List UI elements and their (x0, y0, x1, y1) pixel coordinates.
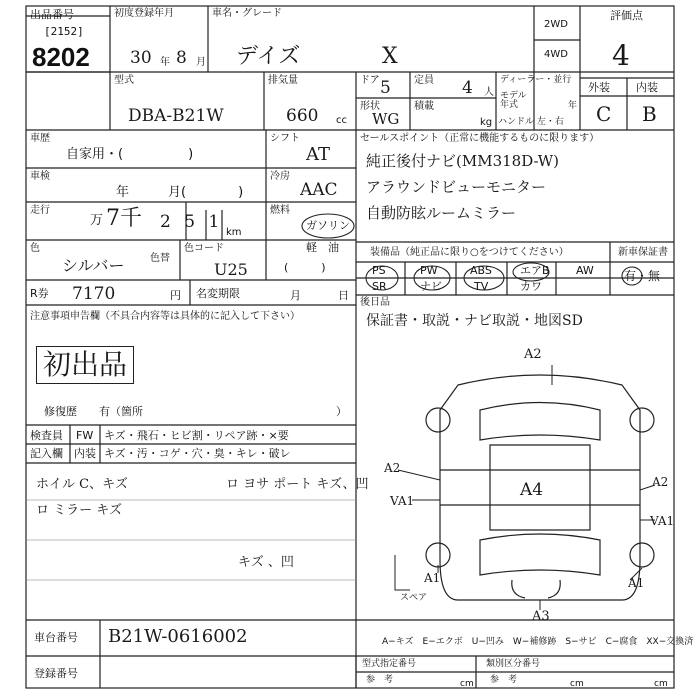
int-label: 内装 (74, 447, 96, 460)
lot-number: 8202 (32, 42, 90, 72)
year-unit: 年 (160, 57, 170, 68)
equip-navi: ナビ (420, 280, 442, 293)
diag-va1-right: VA1 (650, 514, 675, 528)
cm-unit-2: cm (570, 679, 584, 689)
equipment-title: 装備品（純正品に限り○をつけてください） (370, 247, 569, 258)
model-cert-label: 型式指定番号 (362, 659, 417, 669)
warranty-choice: 有・無 (624, 269, 661, 283)
displacement-value: 660 (286, 106, 319, 126)
diag-a2-left: A2 (384, 461, 401, 475)
inspection-label: 車検 (30, 171, 50, 182)
registration-label: 登録番号 (34, 667, 78, 680)
first-reg-month: 8 (176, 48, 187, 68)
deadline-day: 日 (338, 289, 349, 302)
month-unit: 月 (196, 57, 206, 68)
notes-title: 注意事項申告欄（不具合内容等は具体的に記入して下さい） (30, 311, 300, 322)
cm-unit-1: cm (460, 679, 474, 689)
fuel-light-oil: 軽 油 (306, 241, 339, 254)
mileage-man: 万 (90, 213, 104, 228)
fuel-gasoline: ガソリン (306, 219, 350, 232)
kg-unit: kg (480, 117, 493, 128)
diag-a1-left: A1 (424, 571, 441, 585)
exterior-grade: C (596, 102, 612, 126)
shape-label: 形状 (360, 101, 380, 112)
tax-label: R券 (30, 287, 49, 300)
color-label: 色 (30, 243, 40, 254)
change-deadline-label: 名変期限 (196, 287, 240, 300)
handle-label: ハンドル 左・右 (498, 117, 564, 127)
damage-legend: A−キズ E−エクボ U−凹み W−補修跡 S−サビ C−腐食 XX−交換済 (382, 637, 694, 647)
diag-a2-top: A2 (524, 347, 542, 362)
equip-ps: PS (372, 264, 386, 277)
color-value: シルバー (62, 256, 125, 275)
load-label: 積載 (414, 101, 434, 112)
car-name: デイズ (236, 44, 301, 69)
mileage-value: 7千 (106, 206, 142, 231)
diag-a4-roof: A4 (520, 480, 544, 500)
cc-unit: cc (336, 115, 347, 126)
shape-value: WG (372, 110, 400, 128)
aftermarket-label: 後日品 (360, 297, 390, 308)
sales-point-line3: 自動防眩ルームミラー (366, 204, 517, 222)
diag-a1-right: A1 (628, 576, 645, 590)
class-label: 類別区分番号 (486, 659, 541, 669)
drive-4wd: 4WD (544, 49, 568, 60)
remark-4: キズ 、凹 (238, 555, 294, 570)
color-code-value: U25 (214, 260, 248, 279)
inspector-label-1: 検査員 (30, 429, 63, 442)
shift-label: シフト (270, 133, 300, 144)
model-label: 型式 (114, 75, 134, 86)
interior-grade: B (642, 102, 657, 126)
diag-a3-rear: A3 (532, 609, 550, 624)
capacity-value: 4 (462, 78, 473, 98)
equip-leather: カワ (520, 280, 542, 293)
km-unit: km (226, 227, 242, 238)
ac-label: 冷房 (270, 171, 290, 182)
repair-close: ） (336, 405, 347, 418)
score-value: 4 (612, 39, 630, 72)
repair-label: 修復歴 有（箇所 (44, 405, 143, 418)
sales-point-line1: 純正後付ナビ(MM318D-W) (366, 152, 560, 170)
lot-label: 出品番号 (30, 8, 74, 21)
ac-value: AAC (300, 180, 338, 200)
sales-point-line2: アラウンドビューモニター (366, 178, 547, 196)
fw-label: FW (76, 429, 94, 442)
color-swap-label: 色替 (150, 253, 170, 264)
fuel-paren: ( ) (284, 261, 326, 274)
doors-value: 5 (380, 78, 391, 98)
ref-label-2: 参 考 (490, 675, 518, 685)
equip-tv: TV (474, 280, 489, 293)
fw-text: キズ・飛石・ヒビ割・リペア跡・×要 (104, 429, 289, 442)
ref-label-1: 参 考 (366, 675, 394, 685)
mileage-label: 走行 (30, 205, 50, 216)
chassis-label: 車台番号 (34, 631, 78, 644)
equip-airbag: エアB (520, 264, 550, 277)
dealer-label: ディーラー・並行 (500, 75, 572, 85)
equip-pw: PW (420, 264, 438, 277)
remark-2: ロ ミラー キズ (36, 503, 123, 518)
remark-3: ロ ヨサ ポート キズ、凹 (226, 477, 369, 492)
exterior-label: 外装 (588, 81, 610, 94)
aftermarket-value: 保証書・取説・ナビ取説・地図SD (366, 313, 583, 329)
doors-label: ドア (360, 75, 380, 86)
equip-aw: AW (576, 264, 594, 277)
shift-value: AT (306, 144, 331, 165)
score-label: 評価点 (610, 9, 643, 22)
diag-a2-right: A2 (652, 475, 669, 489)
diag-spare: スペア (400, 593, 428, 603)
diag-va1-left: VA1 (390, 494, 415, 508)
equip-abs: ABS (470, 264, 492, 277)
capacity-label: 定員 (414, 75, 434, 86)
year-suffix: 年 (568, 101, 578, 111)
inspection-value: 年 月( ) (116, 185, 244, 200)
model-value: DBA-B21W (128, 106, 224, 126)
history-value: 自家用・( ) (66, 147, 194, 162)
yen-unit: 円 (170, 289, 181, 302)
history-label: 車歴 (30, 133, 50, 144)
chassis-value: B21W-0616002 (108, 626, 248, 647)
lot-bracket: [2152] (44, 25, 84, 38)
car-name-label: 車名・グレード (212, 8, 282, 19)
fuel-label: 燃料 (270, 205, 290, 216)
color-code-label: 色コード (184, 243, 224, 254)
first-reg-label: 初度登録年月 (114, 8, 174, 19)
deadline-month: 月 (290, 289, 301, 302)
sales-point-title: セールスポイント（正常に機能するものに限ります） (360, 133, 600, 144)
first-listing-stamp: 初出品 (36, 346, 134, 384)
interior-label: 内装 (636, 81, 658, 94)
new-warranty-label: 新車保証書 (618, 247, 668, 258)
drive-2wd: 2WD (544, 19, 568, 30)
model-year-label: モデル年式 (500, 91, 527, 110)
inspector-label-2: 記入欄 (30, 447, 63, 460)
equip-sr: SR (372, 280, 387, 293)
cm-unit-3: cm (654, 679, 668, 689)
displacement-label: 排気量 (268, 75, 298, 86)
person-unit: 人 (484, 87, 494, 98)
int-text: キズ・汚・コゲ・穴・臭・キレ・破レ (104, 447, 291, 460)
mileage-digits: 2 5 1 (160, 212, 224, 232)
tax-value: 7170 (72, 284, 116, 304)
remark-1: ホイル C、キズ (36, 477, 128, 492)
car-grade: X (382, 44, 398, 69)
first-reg-year: 30 (130, 48, 152, 68)
